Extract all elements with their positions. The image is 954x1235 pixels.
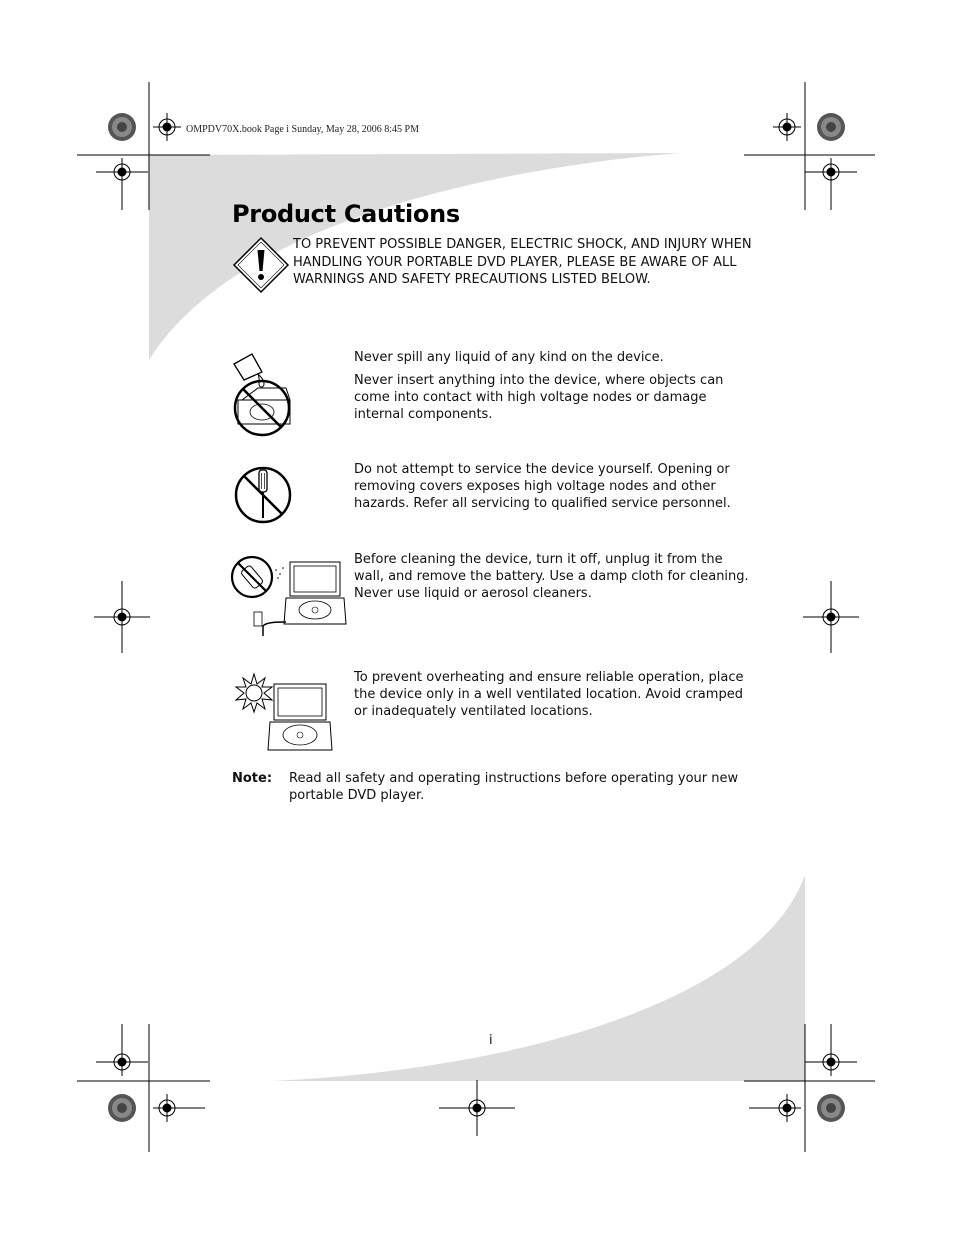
caution-paragraph: Never insert anything into the device, where objects can come into contact with high voltage nodes or damage internal components. <box>354 373 724 422</box>
no-spray-cleaner-icon <box>230 552 350 642</box>
note-label: Note: <box>232 771 273 786</box>
warning-diamond-icon <box>232 236 290 294</box>
caution-paragraph: To prevent overheating and ensure reliable operation, place the device only in a well ventilated location. Avoid cramped or inadequately ventilated locations. <box>354 670 744 719</box>
caution-paragraph: Never spill any liquid of any kind on the device. <box>354 350 664 365</box>
page-number: i <box>489 1033 493 1048</box>
note-text: Read all safety and operating instructions before operating your new portable DVD player. <box>289 771 739 803</box>
bottom-swoosh <box>270 875 805 1081</box>
no-liquid-icon <box>228 350 298 440</box>
caution-ventilation <box>354 669 754 726</box>
caution-paragraph: Before cleaning the device, turn it off, unplug it from the wall, and remove the battery. Use a damp cloth for cleaning. Never use liquid or aerosol cleaners. <box>354 552 749 601</box>
caution-liquid <box>354 349 754 429</box>
file-header: OMPDV70X.book Page i Sunday, May 28, 2006 8:45 PM <box>186 124 419 135</box>
caution-service <box>354 461 754 518</box>
no-screwdriver-icon <box>232 464 294 526</box>
caution-paragraph: Do not attempt to service the device yourself. Opening or removing covers exposes high voltage nodes and other hazards. Refer all servicing to qualified service personnel. <box>354 462 731 511</box>
sun-heat-icon <box>230 672 350 756</box>
warning-text: TO PREVENT POSSIBLE DANGER, ELECTRIC SHOCK, AND INJURY WHEN HANDLING YOUR PORTABLE DVD PLAYER, PLEASE BE AWARE OF ALL WARNINGS AND SAFETY PRECAUTIONS LISTED BELOW. <box>293 237 752 287</box>
caution-cleaning <box>354 551 754 608</box>
page-title: Product Cautions <box>232 200 460 228</box>
